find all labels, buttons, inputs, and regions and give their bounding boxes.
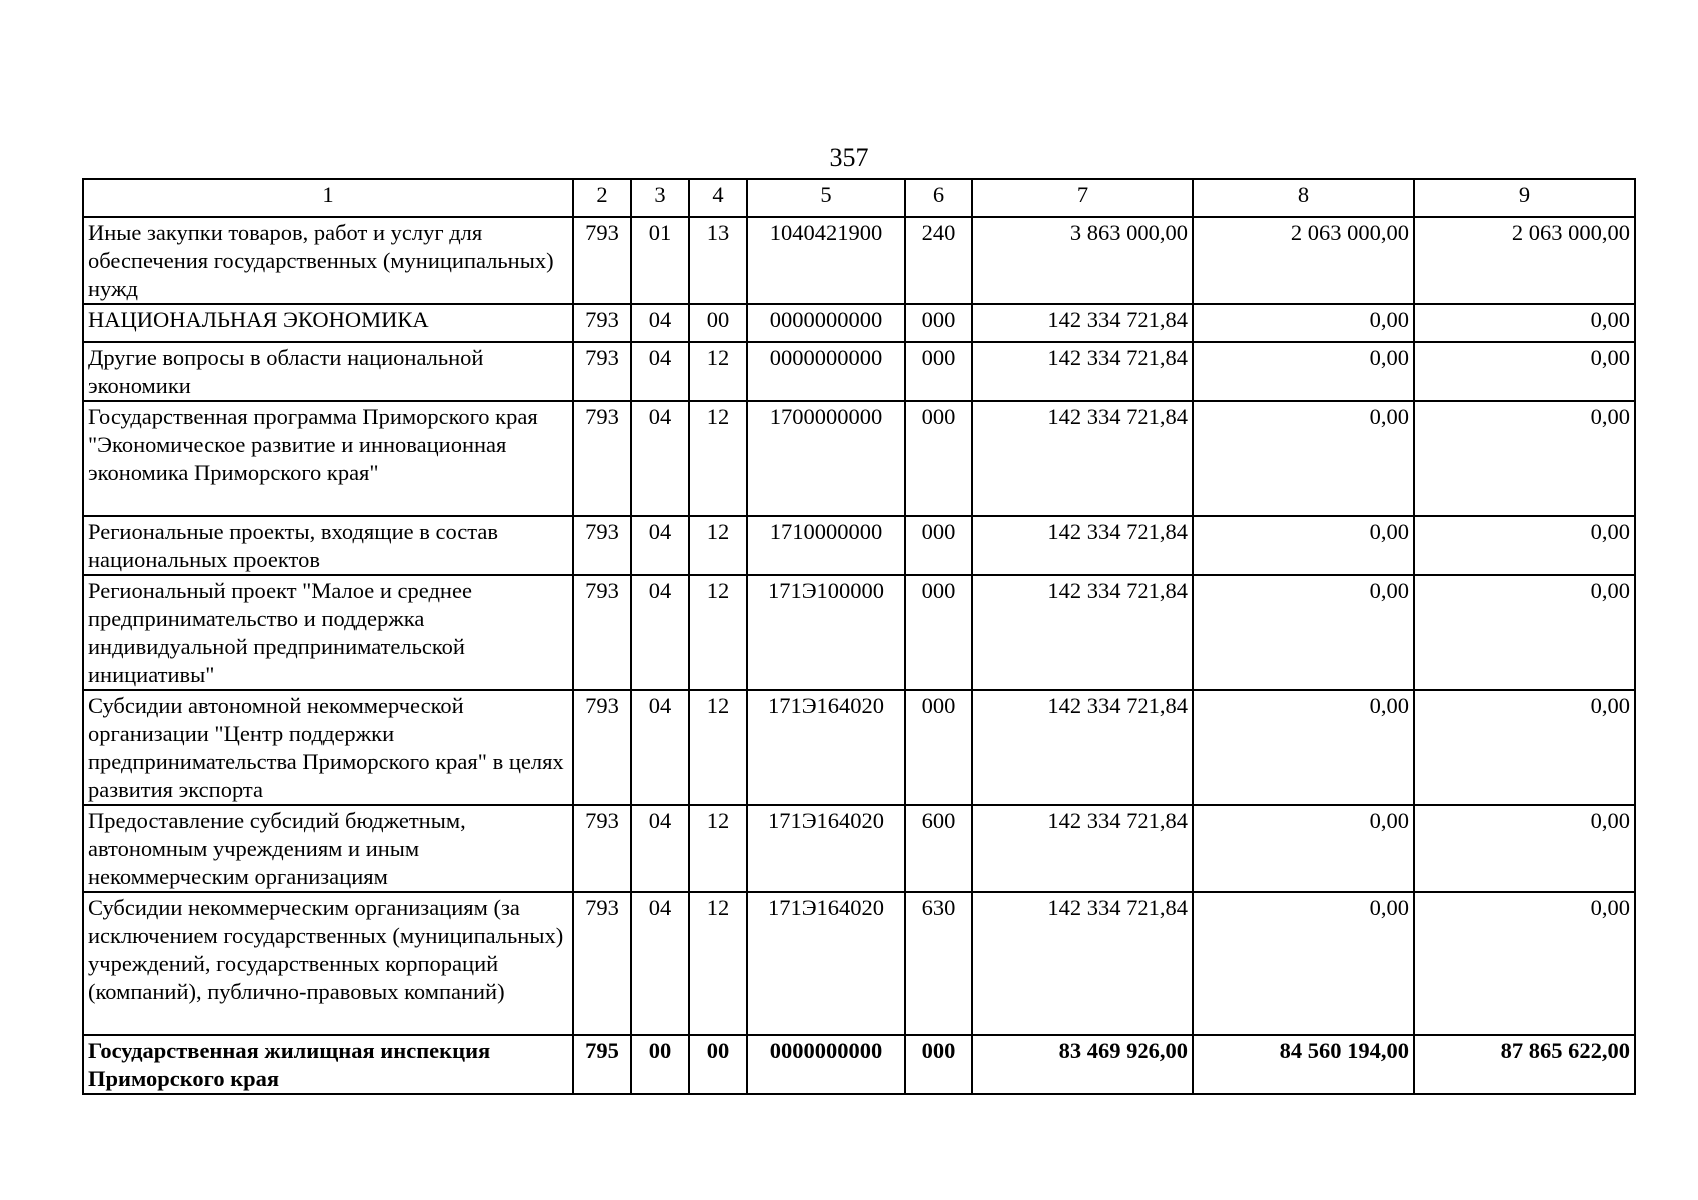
row-amount-7: 142 334 721,84: [972, 690, 1193, 805]
row-code-2: 793: [573, 516, 631, 575]
row-code-2: 793: [573, 892, 631, 1035]
row-code-3: 04: [631, 892, 689, 1035]
row-amount-9: 2 063 000,00: [1414, 217, 1635, 304]
page-number: 357: [829, 143, 869, 172]
column-header: 1: [83, 179, 573, 217]
row-amount-8: 84 560 194,00: [1193, 1035, 1414, 1094]
column-header: 2: [573, 179, 631, 217]
row-code-3: 04: [631, 401, 689, 516]
row-amount-9: 0,00: [1414, 342, 1635, 401]
table-row: [83, 304, 1635, 342]
row-amount-8: 0,00: [1193, 805, 1414, 892]
column-header: 4: [689, 179, 747, 217]
row-amount-7: 3 863 000,00: [972, 217, 1193, 304]
row-code-2: 793: [573, 401, 631, 516]
row-amount-9: 0,00: [1414, 805, 1635, 892]
row-code-2: 793: [573, 342, 631, 401]
row-name: Субсидии автономной некоммерческой организации "Центр поддержки предпринимательства Приморского края" в целях развития экспорта: [83, 690, 573, 805]
row-code-6: 000: [905, 304, 972, 342]
row-code-6: 000: [905, 575, 972, 690]
row-code-5: 0000000000: [747, 1035, 905, 1094]
row-amount-8: 0,00: [1193, 892, 1414, 1035]
row-code-2: 793: [573, 575, 631, 690]
row-amount-7: 142 334 721,84: [972, 575, 1193, 690]
row-code-3: 01: [631, 217, 689, 304]
table-row-total: [83, 1035, 1635, 1094]
row-code-4: 12: [689, 575, 747, 690]
row-amount-7: 142 334 721,84: [972, 304, 1193, 342]
row-code-6: 000: [905, 516, 972, 575]
row-name: Государственная жилищная инспекция Приморского края: [83, 1035, 573, 1094]
row-name: Региональный проект "Малое и среднее предпринимательство и поддержка индивидуальной предпринимательской инициативы": [83, 575, 573, 690]
row-code-5: 171Э164020: [747, 805, 905, 892]
column-header: 3: [631, 179, 689, 217]
row-code-4: 12: [689, 401, 747, 516]
row-amount-7: 142 334 721,84: [972, 892, 1193, 1035]
table-row: [83, 892, 1635, 1035]
row-code-6: 240: [905, 217, 972, 304]
table-row: [83, 516, 1635, 575]
row-code-5: 171Э164020: [747, 690, 905, 805]
row-code-5: 0000000000: [747, 304, 905, 342]
row-name: НАЦИОНАЛЬНАЯ ЭКОНОМИКА: [83, 304, 573, 342]
row-code-5: 1710000000: [747, 516, 905, 575]
row-code-2: 793: [573, 217, 631, 304]
row-code-5: 171Э100000: [747, 575, 905, 690]
row-code-4: 12: [689, 690, 747, 805]
row-amount-8: 0,00: [1193, 575, 1414, 690]
row-amount-9: 0,00: [1414, 690, 1635, 805]
row-amount-8: 0,00: [1193, 304, 1414, 342]
row-code-5: 171Э164020: [747, 892, 905, 1035]
budget-table: [82, 178, 1636, 1095]
row-amount-7: 142 334 721,84: [972, 516, 1193, 575]
column-header: 9: [1414, 179, 1635, 217]
row-amount-9: 0,00: [1414, 892, 1635, 1035]
row-name: Иные закупки товаров, работ и услуг для обеспечения государственных (муниципальных) нужд: [83, 217, 573, 304]
column-header: 5: [747, 179, 905, 217]
row-name: Предоставление субсидий бюджетным, автономным учреждениям и иным некоммерческим организациям: [83, 805, 573, 892]
column-header: 7: [972, 179, 1193, 217]
column-header: 8: [1193, 179, 1414, 217]
table-row: [83, 401, 1635, 516]
row-code-5: 1040421900: [747, 217, 905, 304]
row-code-4: 13: [689, 217, 747, 304]
row-code-6: 000: [905, 690, 972, 805]
row-code-2: 793: [573, 304, 631, 342]
row-code-5: 1700000000: [747, 401, 905, 516]
table-header-row: [83, 179, 1635, 217]
table-row: [83, 342, 1635, 401]
row-code-4: 12: [689, 805, 747, 892]
row-amount-7: 142 334 721,84: [972, 805, 1193, 892]
row-name: Другие вопросы в области национальной экономики: [83, 342, 573, 401]
row-code-2: 793: [573, 690, 631, 805]
row-code-6: 000: [905, 1035, 972, 1094]
row-amount-9: 0,00: [1414, 304, 1635, 342]
row-name: Субсидии некоммерческим организациям (за исключением государственных (муниципальных) учреждений, государственных корпораций (компаний), публично-правовых компаний): [83, 892, 573, 1035]
row-amount-7: 83 469 926,00: [972, 1035, 1193, 1094]
row-code-4: 12: [689, 342, 747, 401]
row-amount-8: 2 063 000,00: [1193, 217, 1414, 304]
row-code-6: 000: [905, 342, 972, 401]
row-name: Региональные проекты, входящие в состав национальных проектов: [83, 516, 573, 575]
row-amount-8: 0,00: [1193, 516, 1414, 575]
row-amount-9: 87 865 622,00: [1414, 1035, 1635, 1094]
row-amount-9: 0,00: [1414, 575, 1635, 690]
row-code-3: 04: [631, 342, 689, 401]
row-code-4: 12: [689, 516, 747, 575]
row-code-5: 0000000000: [747, 342, 905, 401]
row-amount-7: 142 334 721,84: [972, 342, 1193, 401]
column-header: 6: [905, 179, 972, 217]
row-code-6: 600: [905, 805, 972, 892]
row-amount-8: 0,00: [1193, 342, 1414, 401]
table-row: [83, 690, 1635, 805]
table-row: [83, 217, 1635, 304]
row-code-4: 00: [689, 1035, 747, 1094]
row-code-3: 04: [631, 304, 689, 342]
row-amount-8: 0,00: [1193, 690, 1414, 805]
row-code-3: 04: [631, 690, 689, 805]
table-row: [83, 805, 1635, 892]
row-amount-8: 0,00: [1193, 401, 1414, 516]
row-name: Государственная программа Приморского края "Экономическое развитие и инновационная экономика Приморского края": [83, 401, 573, 516]
row-code-4: 00: [689, 304, 747, 342]
row-code-4: 12: [689, 892, 747, 1035]
table-row: [83, 575, 1635, 690]
row-code-3: 04: [631, 575, 689, 690]
row-code-6: 000: [905, 401, 972, 516]
row-code-3: 04: [631, 516, 689, 575]
row-code-3: 04: [631, 805, 689, 892]
row-amount-7: 142 334 721,84: [972, 401, 1193, 516]
row-code-6: 630: [905, 892, 972, 1035]
row-amount-9: 0,00: [1414, 516, 1635, 575]
row-code-3: 00: [631, 1035, 689, 1094]
row-amount-9: 0,00: [1414, 401, 1635, 516]
row-code-2: 793: [573, 805, 631, 892]
row-code-2: 795: [573, 1035, 631, 1094]
